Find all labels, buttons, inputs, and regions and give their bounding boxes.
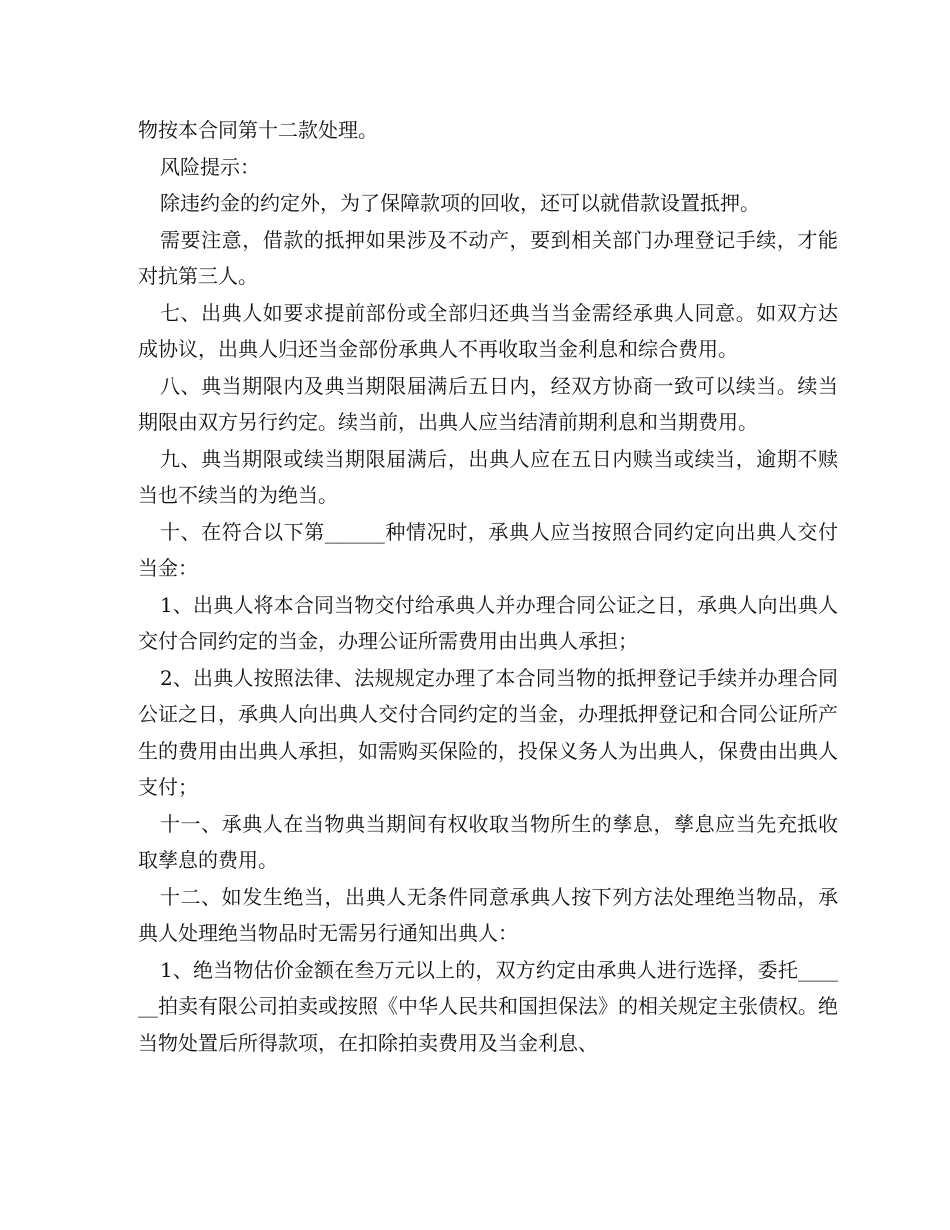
paragraph: 物按本合同第十二款处理。 (138, 118, 378, 142)
paragraph: 十一、承典人在当物典当期间有权收取当物所生的孳息，孳息应当先充抵收取孳息的费用。 (138, 811, 838, 872)
paragraph: 十、在符合以下第______种情况时，承典人应当按照合同约定向出典人交付当金： (138, 519, 838, 580)
paragraph: 1、绝当物估价金额在叁万元以上的，双方约定由承典人进行选择，委托______拍卖有限公司拍卖或按照《中华人民共和国担保法》的相关规定主张债权。绝当物处置后所得款项，在扣除拍卖费用及当金利息、 (138, 957, 838, 1055)
paragraph: 风险提示： (160, 154, 260, 179)
paragraph: 除违约金的约定外，为了保障款项的回收，还可以就借款设置抵押。 (160, 191, 760, 215)
document-body (138, 112, 838, 1061)
paragraph: 需要注意，借款的抵押如果涉及不动产，要到相关部门办理登记手续，才能对抗第三人。 (138, 227, 838, 288)
paragraph: 十二、如发生绝当，出典人无条件同意承典人按下列方法处理绝当物品，承典人处理绝当物品时无需另行通知出典人： (138, 884, 838, 945)
paragraph: 八、典当期限内及典当期限届满后五日内，经双方协商一致可以续当。续当期限由双方另行约定。续当前，出典人应当结清前期利息和当期费用。 (138, 373, 838, 434)
paragraph: 1、出典人将本合同当物交付给承典人并办理合同公证之日，承典人向出典人交付合同约定的当金，办理公证所需费用由出典人承担； (138, 592, 838, 653)
paragraph: 九、典当期限或续当期限届满后，出典人应在五日内赎当或续当，逾期不赎当也不续当的为绝当。 (138, 446, 838, 507)
paragraph: 七、出典人如要求提前部份或全部归还典当当金需经承典人同意。如双方达成协议，出典人归还当金部份承典人不再收取当金利息和综合费用。 (138, 300, 838, 361)
paragraph: 2、出典人按照法律、法规规定办理了本合同当物的抵押登记手续并办理合同公证之日，承典人向出典人交付合同约定的当金，办理抵押登记和合同公证所产生的费用由出典人承担，如需购买保险的，投保义务人为出典人，保费由出典人支付； (138, 665, 838, 799)
